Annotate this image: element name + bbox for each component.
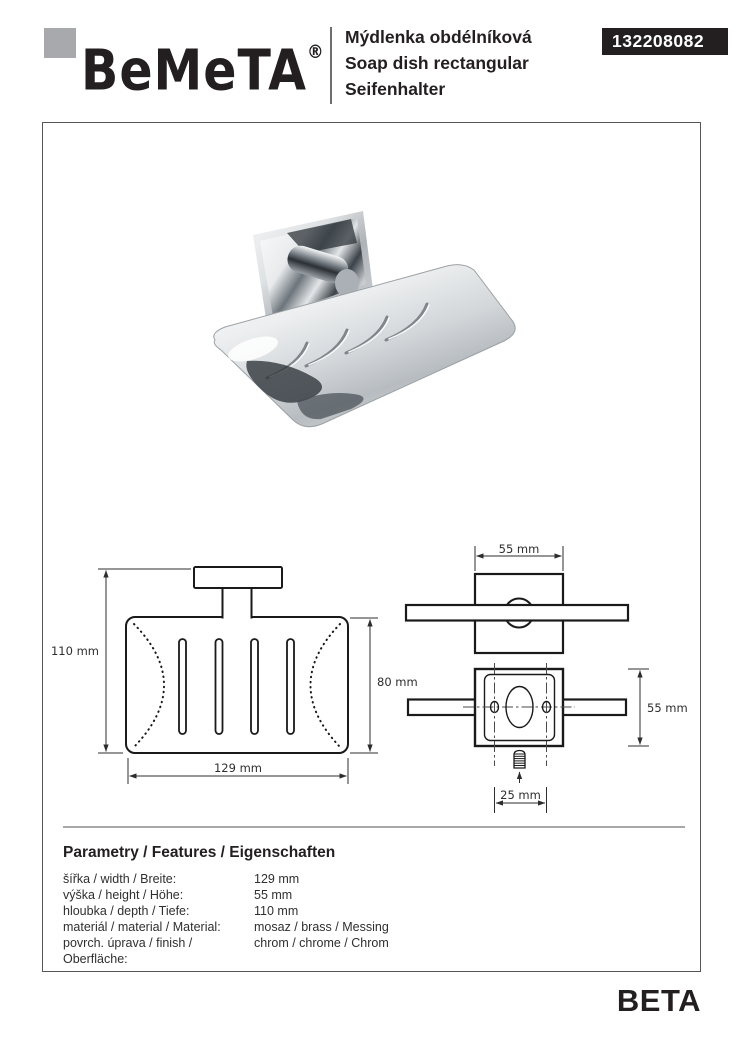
parameter-row	[63, 871, 389, 887]
dim-hole-spacing-label: 25 mm	[500, 788, 541, 802]
product-photo	[201, 191, 531, 431]
front-view	[126, 567, 348, 753]
parameter-value: 129 mm	[254, 872, 300, 886]
dim-body-height-label: 80 mm	[377, 675, 418, 689]
parameter-label: šířka / width / Breite:	[63, 872, 177, 886]
parameter-value: 55 mm	[254, 888, 293, 902]
parameter-value: 110 mm	[254, 904, 299, 918]
brand-logo-square	[44, 28, 76, 58]
parameter-label: výška / height / Höhe:	[63, 888, 184, 902]
parameter-value: mosaz / brass / Messing	[254, 920, 389, 934]
product-title-de: Seifenhalter	[345, 79, 446, 99]
product-titles	[345, 24, 532, 102]
technical-drawings	[43, 531, 702, 821]
parameter-row	[63, 919, 389, 935]
parameter-row	[63, 887, 389, 903]
series-name: BETA	[616, 983, 701, 1018]
content-frame	[42, 122, 701, 972]
product-title-en: Soap dish rectangular	[345, 53, 529, 73]
parameter-row	[63, 935, 389, 967]
parameters-separator	[63, 826, 685, 828]
parameter-value: chrom / chrome / Chrom	[254, 936, 389, 950]
parameter-label: hloubka / depth / Tiefe:	[63, 904, 190, 918]
product-title-cs: Mýdlenka obdélníková	[345, 27, 532, 47]
back-view	[408, 663, 626, 783]
brand-logo-text: BeMeTA	[81, 37, 307, 103]
parameter-label: povrch. úprava / finish / Oberfläche:	[63, 936, 193, 966]
parameter-label: materiál / material / Material:	[63, 920, 221, 934]
parameters-table	[63, 871, 389, 967]
screw-symbol	[514, 751, 525, 784]
dim-plate-height-label: 55 mm	[647, 701, 688, 715]
header-divider	[330, 27, 332, 104]
registered-trademark-symbol: ®	[306, 41, 324, 64]
parameter-row	[63, 903, 389, 919]
product-code-badge: 132208082	[602, 28, 728, 55]
brand-logo	[81, 21, 324, 102]
dim-width-label: 129 mm	[213, 761, 263, 775]
dim-plate-width-label: 55 mm	[498, 542, 540, 556]
side-view	[406, 574, 628, 653]
dim-depth-label: 110 mm	[50, 644, 99, 658]
parameters-title: Parametry / Features / Eigenschaften	[63, 844, 336, 861]
